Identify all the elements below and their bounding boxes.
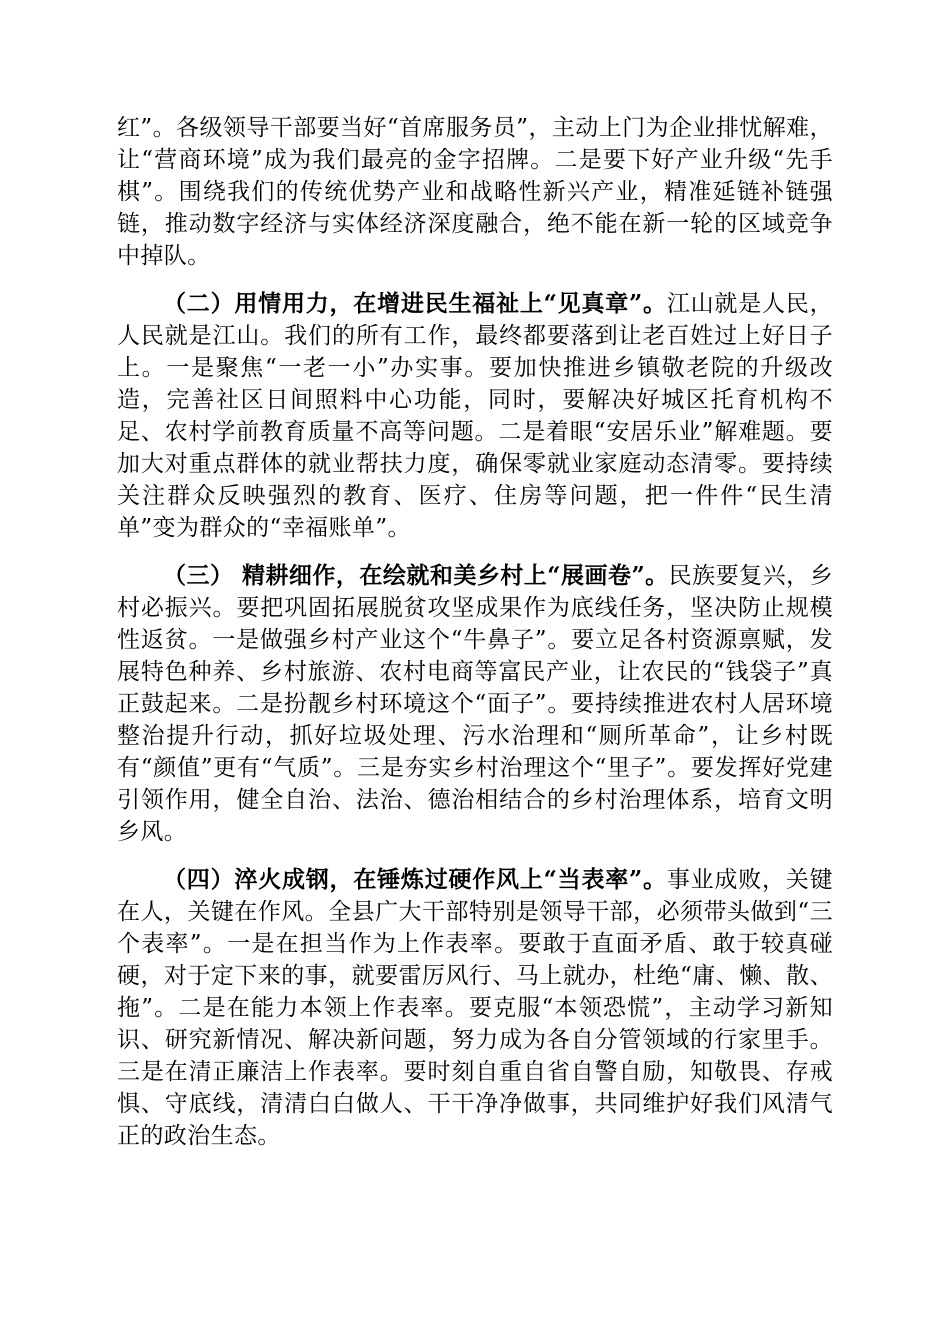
paragraph-body: 红”。各级领导干部要当好“首席服务员”，主动上门为企业排忧解难，让“营商环境”成为我们最亮的金字招牌。二是要下好产业升级“先手棋”。围绕我们的传统优势产业和战略性新兴产业，精准延链补链强链，推动数字经济与实体经济深度融合，绝不能在新一轮的区域竞争中掉队。 xyxy=(117,115,833,269)
section-heading: （三） 精耕细作，在绘就和美乡村上“展画卷”。 xyxy=(163,562,669,589)
document-page xyxy=(117,112,833,1152)
section-heading: （四）淬火成钢，在锤炼过硬作风上“当表率”。 xyxy=(163,866,667,893)
paragraph-section-3 xyxy=(117,560,833,848)
paragraph-section-2 xyxy=(117,288,833,544)
paragraph-continuation xyxy=(117,112,833,272)
paragraph-body: 事业成败，关键在人，关键在作风。全县广大干部特别是领导干部，必须带头做到“三个表率”。一是在担当作为上作表率。要敢于直面矛盾、敢于较真碰硬，对于定下来的事，就要雷厉风行、马上就办，杜绝“庸、懒、散、拖”。二是在能力本领上作表率。要克服“本领恐慌”，主动学习新知识、研究新情况、解决新问题，努力成为各自分管领域的行家里手。三是在清正廉洁上作表率。要时刻自重自省自警自励，知敬畏、存戒惧、守底线，清清白白做人、干干净净做事，共同维护好我们风清气正的政治生态。 xyxy=(117,867,833,1149)
section-heading: （二）用情用力，在增进民生福祉上“见真章”。 xyxy=(163,290,667,317)
paragraph-section-4 xyxy=(117,864,833,1152)
paragraph-body: 民族要复兴，乡村必振兴。要把巩固拓展脱贫攻坚成果作为底线任务，坚决防止规模性返贫。一是做强乡村产业这个“牛鼻子”。要立足各村资源禀赋，发展特色种养、乡村旅游、农村电商等富民产业，让农民的“钱袋子”真正鼓起来。二是扮靓乡村环境这个“面子”。要持续推进农村人居环境整治提升行动，抓好垃圾处理、污水治理和“厕所革命”，让乡村既有“颜值”更有“气质”。三是夯实乡村治理这个“里子”。要发挥好党建引领作用，健全自治、法治、德治相结合的乡村治理体系，培育文明乡风。 xyxy=(117,563,833,845)
paragraph-body: 江山就是人民，人民就是江山。我们的所有工作，最终都要落到让老百姓过上好日子上。一是聚焦“一老一小”办实事。要加快推进乡镇敬老院的升级改造，完善社区日间照料中心功能，同时，要解决好城区托育机构不足、农村学前教育质量不高等问题。二是着眼“安居乐业”解难题。要加大对重点群体的就业帮扶力度，确保零就业家庭动态清零。要持续关注群众反映强烈的教育、医疗、住房等问题，把一件件“民生清单”变为群众的“幸福账单”。 xyxy=(117,291,833,541)
